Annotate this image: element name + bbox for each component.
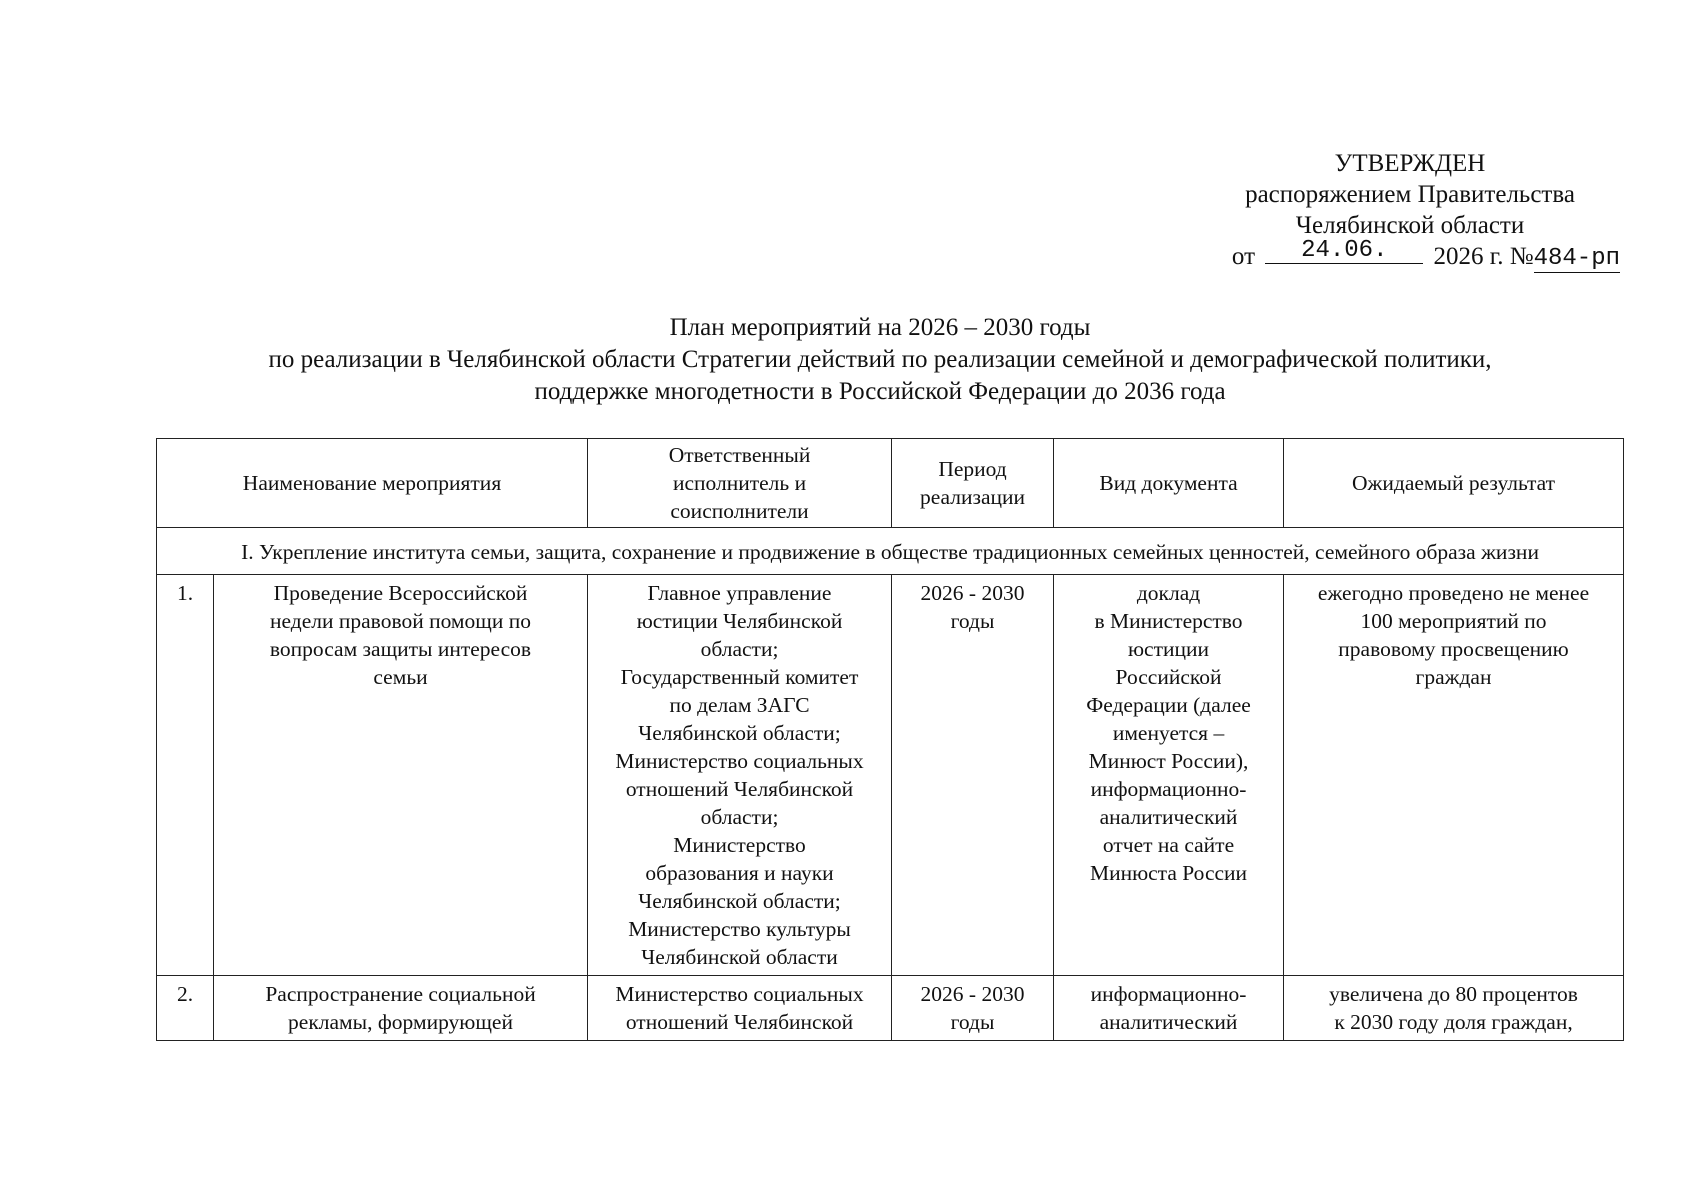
approval-line-3: Челябинской области: [1295, 212, 1525, 239]
row-name: Проведение Всероссийской недели правовой помощи по вопросам защиты интересов семьи: [214, 575, 588, 976]
approval-stamp: [1200, 148, 1620, 274]
table-row: [157, 976, 1624, 1041]
approval-date-line: [1200, 237, 1620, 274]
header-responsible: Ответственный исполнитель и соисполнители: [588, 439, 892, 528]
row-number: 1.: [157, 575, 214, 976]
title-line-1: План мероприятий на 2026 – 2030 годы: [669, 314, 1091, 341]
document-title: [0, 312, 1698, 408]
approval-line-2: распоряжением Правительства: [1245, 181, 1575, 208]
title-line-2: по реализации в Челябинской области Стратегии действий по реализации семейной и демографической политики,: [268, 346, 1492, 373]
row-responsible: Министерство социальных отношений Челябинской: [588, 976, 892, 1041]
approval-number: 484-рп: [1533, 245, 1620, 272]
table-row: [157, 575, 1624, 976]
row-name: Распространение социальной рекламы, формирующей: [214, 976, 588, 1041]
header-period: Период реализации: [892, 439, 1054, 528]
plan-table: [156, 438, 1624, 1041]
approval-prefix: от: [1231, 243, 1256, 270]
row-responsible: Главное управление юстиции Челябинской области; Государственный комитет по делам ЗАГС Челябинской области; Министерство социальных отношений Челябинской области; Министерство образования и науки Челябинской области; Министерство культуры Челябинской области: [588, 575, 892, 976]
approval-year-text: 2026 г. №: [1433, 243, 1534, 270]
row-number: 2.: [157, 976, 214, 1041]
approval-date-value: 24.06.: [1301, 237, 1388, 264]
header-result: Ожидаемый результат: [1284, 439, 1624, 528]
header-doc-type: Вид документа: [1054, 439, 1284, 528]
row-result: ежегодно проведено не менее 100 мероприятий по правовому просвещению граждан: [1284, 575, 1624, 976]
row-result: увеличена до 80 процентов к 2030 году доля граждан,: [1284, 976, 1624, 1041]
row-period: 2026 - 2030 годы: [892, 575, 1054, 976]
section-row: [157, 528, 1624, 575]
approval-heading: УТВЕРЖДЕН: [1334, 150, 1486, 177]
row-period: 2026 - 2030 годы: [892, 976, 1054, 1041]
row-doc-type: доклад в Министерство юстиции Российской Федерации (далее именуется – Минюст России), информационно- аналитический отчет на сайте Минюста России: [1054, 575, 1284, 976]
row-doc-type: информационно- аналитический: [1054, 976, 1284, 1041]
title-line-3: поддержке многодетности в Российской Федерации до 2036 года: [534, 378, 1226, 405]
header-name: Наименование мероприятия: [157, 439, 588, 528]
approval-date-field: [1265, 237, 1423, 264]
section-heading: I. Укрепление института семьи, защита, сохранение и продвижение в обществе традиционных семейных ценностей, семейного образа жизни: [157, 528, 1624, 575]
table-header-row: [157, 439, 1624, 528]
